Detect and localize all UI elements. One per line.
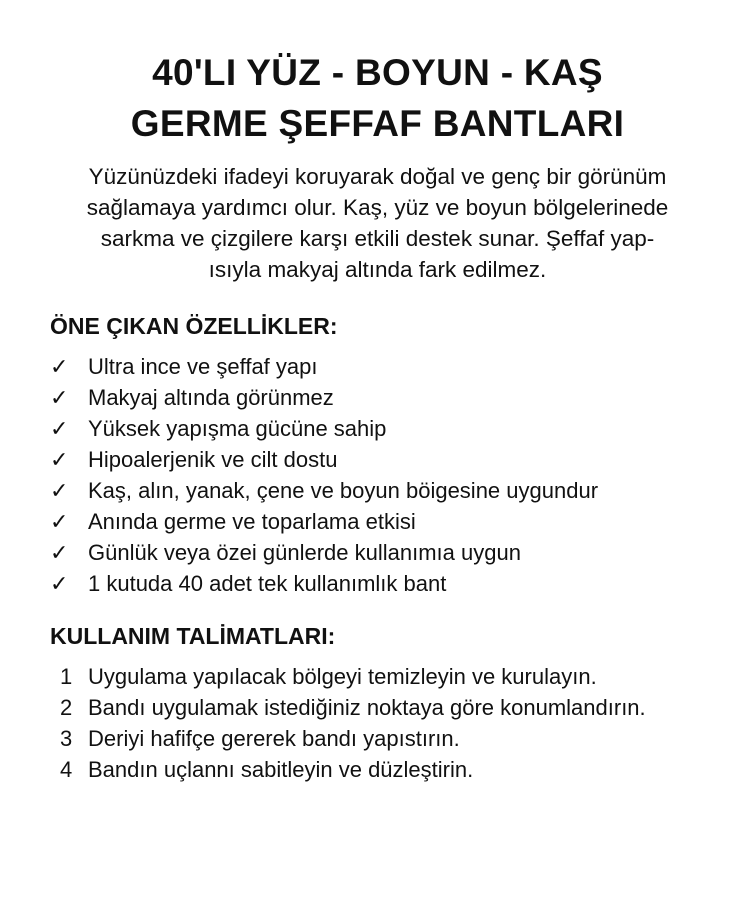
- checkmark-icon: ✓: [50, 416, 69, 441]
- list-item: [50, 754, 646, 785]
- intro-line: ısıyla makyaj altında fark edilmez.: [208, 257, 547, 282]
- features-heading: ÖNE ÇIKAN ÖZELLİKLER:: [50, 313, 338, 339]
- step-number: 2: [60, 695, 73, 720]
- list-item: [50, 568, 598, 599]
- feature-text: Hipoalerjenik ve cilt dostu: [88, 447, 338, 472]
- list-item: [50, 475, 598, 506]
- step-text: Deriyi hafifçe gererek bandı yapıstırın.: [88, 726, 460, 751]
- checkmark-icon: ✓: [50, 354, 69, 379]
- checkmark-icon: ✓: [50, 571, 69, 596]
- title-line-2: GERME ŞEFFAF BANTLARI: [130, 103, 625, 144]
- intro-line: sarkma ve çizgilere karşı etkili destek sunar. Şeffaf yap-: [100, 226, 655, 251]
- feature-text: Makyaj altında görünmez: [88, 385, 334, 410]
- checkmark-icon: ✓: [50, 447, 69, 472]
- step-number: 3: [60, 726, 73, 751]
- step-text: Bandın uçlannı sabitleyin ve düzleştirin.: [88, 757, 474, 782]
- step-number: 1: [60, 664, 73, 689]
- feature-text: Günlük veya özei günlerde kullanımıa uygun: [88, 540, 521, 565]
- list-item: [50, 723, 646, 754]
- feature-text: Ultra ince ve şeffaf yapı: [88, 354, 318, 379]
- step-text: Bandı uygulamak istediğiniz noktaya göre konumlandırın.: [88, 695, 646, 720]
- feature-text: 1 kutuda 40 adet tek kullanımlık bant: [88, 571, 447, 596]
- list-item: [50, 351, 598, 382]
- checkmark-icon: ✓: [50, 540, 69, 565]
- list-item: [50, 444, 598, 475]
- features-list: [50, 351, 598, 599]
- step-text: Uygulama yapılacak bölgeyi temizleyin ve kurulayın.: [88, 664, 597, 689]
- list-item: [50, 413, 598, 444]
- title-line-1: 40'LI YÜZ - BOYUN - KAŞ: [152, 52, 603, 93]
- feature-text: Anında germe ve toparlama etkisi: [88, 509, 416, 534]
- checkmark-icon: ✓: [50, 478, 69, 503]
- list-item: [50, 537, 598, 568]
- checkmark-icon: ✓: [50, 509, 69, 534]
- intro-line: Yüzünüzdeki ifadeyi koruyarak doğal ve genç bir görünüm: [88, 164, 667, 189]
- list-item: [50, 382, 598, 413]
- list-item: [50, 692, 646, 723]
- list-item: [50, 506, 598, 537]
- usage-steps: [50, 661, 646, 785]
- feature-text: Kaş, alın, yanak, çene ve boyun böigesine uygundur: [88, 478, 599, 503]
- checkmark-icon: ✓: [50, 385, 69, 410]
- usage-heading: KULLANIM TALİMATLARI:: [50, 623, 336, 649]
- feature-text: Yüksek yapışma gücüne sahip: [88, 416, 387, 441]
- list-item: [50, 661, 646, 692]
- intro-line: sağlamaya yardımcı olur. Kaş, yüz ve boyun bölgelerinede: [86, 195, 669, 220]
- step-number: 4: [60, 757, 73, 782]
